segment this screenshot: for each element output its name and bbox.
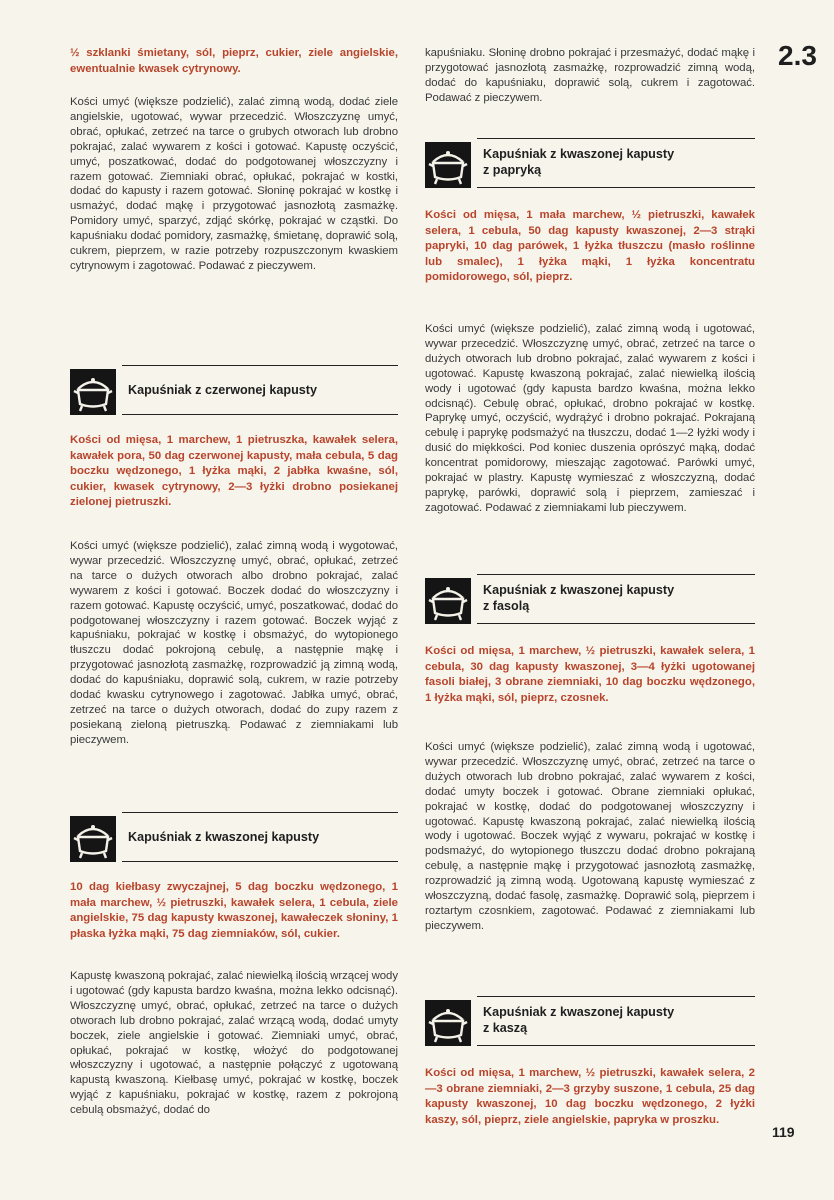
recipe-title-line: z kaszą xyxy=(483,1021,528,1035)
recipe-header xyxy=(425,134,755,192)
cooking-pot-icon xyxy=(425,1000,471,1046)
recipe-title xyxy=(483,1004,755,1036)
cooking-pot-icon xyxy=(425,142,471,188)
intro-method: Kości umyć (większe podzielić), zalać zimną wodą, dodać ziele angielskie, ugotować, wywar przecedzić. Włoszczyznę umyć, obrać, opłukać, zetrzeć na tarce o grubych otworach lub drobno pokrajać, zalać wywarem z kości i gotować. Kapustę oczyścić, umyć, poszatkować, dodać do podgotowanej włoszczyzny i razem gotować. Ziemniaki obrać, opłukać, pokrajać w kostki, dodać do kapusty i razem gotować. Słoninę pokrajać w kostkę i usmażyć, dodać mąkę i przygotować jasnozłotą zasmażkę. Pomidory umyć, sparzyć, zdjąć skórkę, pokrajać w cząstki. Do kapuśniaku dodać pomidory, zasmażkę, śmietanę, doprawić solą, cukrem, pieprzem, w razie potrzeby rozpuszczonym kwaskiem cytrynowym i zagotować. Podawać z pieczywem. xyxy=(70,96,398,272)
cooking-pot-icon xyxy=(70,816,116,862)
recipe-ingredients: 10 dag kiełbasy zwyczajnej, 5 dag boczku wędzonego, 1 mała marchew, ½ pietruszki, kawałek selera, 1 cebula, ziele angielskie, 75 dag kapusty kwaszonej, kawałeczek słoniny, 1 płaska łyżka mąki, 75 dag ziemniaków, sól, cukier. xyxy=(70,881,398,940)
recipe-title-line: Kapuśniak z kwaszonej kapusty xyxy=(483,1005,675,1019)
recipe-title-line: z fasolą xyxy=(483,599,530,613)
recipe-ingredients: Kości od mięsa, 1 mała marchew, ½ pietruszki, kawałek selera, 1 cebula, 50 dag kapusty kwaszonej, 2—3 strąki papryki, 10 dag parówek, 1 łyżka tłuszczu (masło roślinne lub smalec), 1 łyżka mąki, 1 łyżka koncentratu pomidorowego, sól, pieprz. xyxy=(425,209,755,284)
section-number: 2.3 xyxy=(778,40,817,71)
recipe-title xyxy=(483,582,755,614)
recipe-ingredients: Kości od mięsa, 1 marchew, ½ pietruszki, kawałek selera, 1 cebula, 30 dag kapusty kwaszonej, 3—4 łyżki ugotowanej fasoli białej, 3 obrane ziemniaki, 10 dag boczku wędzonego, 1 łyżka mąki, sól, pieprz, czosnek. xyxy=(425,645,755,704)
recipe-title: Kapuśniak z kwaszonej kapusty xyxy=(128,830,320,844)
recipe-ingredients: Kości od mięsa, 1 marchew, ½ pietruszki, kawałek selera, 2—3 obrane ziemniaki, 2—3 grzyby suszone, 1 cebula, 25 dag kapusty kwaszonej, 10 dag boczku wędzonego, 2 łyżki kaszy, sól, pieprz, ziele angielskie, papryka w proszku. xyxy=(425,1067,755,1126)
intro-ingredients: ½ szklanki śmietany, sól, pieprz, cukier, ziele angielskie, ewentualnie kwasek cytrynowy. xyxy=(70,47,398,75)
recipe-method: Kości umyć (większe podzielić), zalać zimną wodą i wygotować, wywar przecedzić. Włoszczyznę umyć, obrać, opłukać, zetrzeć na tarce o dużych otworach albo drobno pokrajać, zalać wywarem z kości i gotować. Boczek dodać do włoszczyzny i razem gotować. Kapustę oczyścić, umyć, poszatkować, dodać do podgotowanej włoszczyzny i razem gotować. Boczek wyjąć z kapuśniaku, pokrajać w kostkę i obsmażyć, do wytopionego tłuszczu dodać pokrojoną cebulę, a następnie mąkę i przygotować jasnozłotą zasmażkę, rozprowadzić ją zimną wodą, dodać do kapuśniaku, doprawić solą, cukrem, w razie potrzeby dodać kwasku cytrynowego i zagotować. Jabłka umyć, obrać, zetrzeć na tarce o dużych otworach, dodać do zupy razem z posiekaną zieloną pietruszką. Podawać z ziemniakami lub pieczywem. xyxy=(70,540,398,746)
recipe-ingredients: Kości od mięsa, 1 marchew, 1 pietruszka, kawałek selera, kawałek pora, 50 dag czerwonej kapusty, mała cebula, 5 dag boczku wędzonego, 1 łyżka mąki, 2 jabłka kwaśne, sól, cukier, kwasek cytrynowy, 2—3 łyżki drobno posiekanej zielonej pietruszki. xyxy=(70,434,398,509)
recipe-header xyxy=(70,361,398,419)
recipe-method: Kapustę kwaszoną pokrajać, zalać niewielką ilością wrzącej wody i ugotować (gdy kapusta bardzo kwaśna, można lekko odcisnąć). Włoszczyznę umyć, obrać, opłukać, zetrzeć na tarce o dużych otworach lub drobno pokrajać, zalać wrzącą wodą, dodać umyty boczek, ziele angielskie i gotować. Ziemniaki umyć, obrać, opłukać, pokrajać w kostkę, włożyć do podgotowanej włoszczyzny i ugotować, a następnie połączyć z ugotowaną kapustą kwaszoną. Kiełbasę umyć, pokrajać w kostkę, boczek wyjąć z kapuśniaku, pokrajać w kostkę, razem z pokrojoną cebulą obsmażyć, dodać do xyxy=(70,970,398,1117)
recipe-method: Kości umyć (większe podzielić), zalać zimną wodą i ugotować, wywar przecedzić. Włoszczyznę umyć, obrać, zetrzeć na tarce o dużych otworach lub drobno pokrajać, zalać wywarem z kości, dodać umyty boczek i gotować. Obrane ziemniaki opłukać, pokrajać w kostkę, dodać do podgotowanej włoszczyzny i ugotować. Kapustę kwaszoną pokrajać, zalać niewielką ilością wody i ugotować. Boczek wyjąć z wywaru, pokrajać w kostkę i podsmażyć, do wytopionego tłuszczu dodać drobno pokrajaną cebulę, a następnie mąkę i przygotować jasnozłotą zasmażkę, rozprowadzić ją zimną wodą. Ugotowaną kapustę wymieszać z włoszczyzną, dodać fasolę, zasmażkę. Doprawić solą, pieprzem i roztartym czosnkiem, zagotować. Podawać z ziemniakami lub pieczywem. xyxy=(425,741,755,932)
recipe-header xyxy=(70,808,398,866)
cooking-pot-icon xyxy=(425,578,471,624)
recipe-title: Kapuśniak z czerwonej kapusty xyxy=(128,383,317,397)
continuation-text: kapuśniaku. Słoninę drobno pokrajać i przesmażyć, dodać mąkę i przygotować jasnozłotą zasmażkę, rozprowadzić zimną wodą, dodać do kapuśniaku, doprawić solą, cukrem i zagotować. Podawać z pieczywem. xyxy=(425,47,755,104)
recipe-title-line: Kapuśniak z kwaszonej kapusty xyxy=(483,147,675,161)
recipe-header xyxy=(425,570,755,628)
cooking-pot-icon xyxy=(70,369,116,415)
recipe-header xyxy=(425,992,755,1050)
page-number: 119 xyxy=(772,1124,795,1140)
recipe-method: Kości umyć (większe podzielić), zalać zimną wodą i ugotować, wywar przecedzić. Włoszczyznę umyć, obrać, zetrzeć na tarce o dużych otworach lub drobno pokrajać, zalać wywarem z kości i ugotować. Kapustę kwaszoną pokrajać, zalać niewielką ilością wody i ugotować (gdy kapusta bardzo kwaśna, można lekko odcisnąć). Cebulę obrać, opłukać, drobno pokrajać w kostkę. Paprykę umyć, oczyścić, wydrążyć i drobno pokrajać. Pokrajaną cebulę i paprykę podsmażyć na tłuszczu, dodać 1—2 łyżki wody i dusić do miękkości. Pod koniec duszenia oprószyć mąką, dodać koncentrat pomidorowy, mieszając zagotować. Parówki umyć, pokrajać w plastry. Kapustę wymieszać z włoszczyzną, dodać paprykę, parówki, doprawić solą i pieprzem, zamieszać i zagotować. Podawać z ziemniakami lub pieczywem. xyxy=(425,323,755,514)
recipe-title-line: Kapuśniak z kwaszonej kapusty xyxy=(483,583,675,597)
recipe-title-line: z papryką xyxy=(483,163,542,177)
recipe-title xyxy=(483,146,755,178)
